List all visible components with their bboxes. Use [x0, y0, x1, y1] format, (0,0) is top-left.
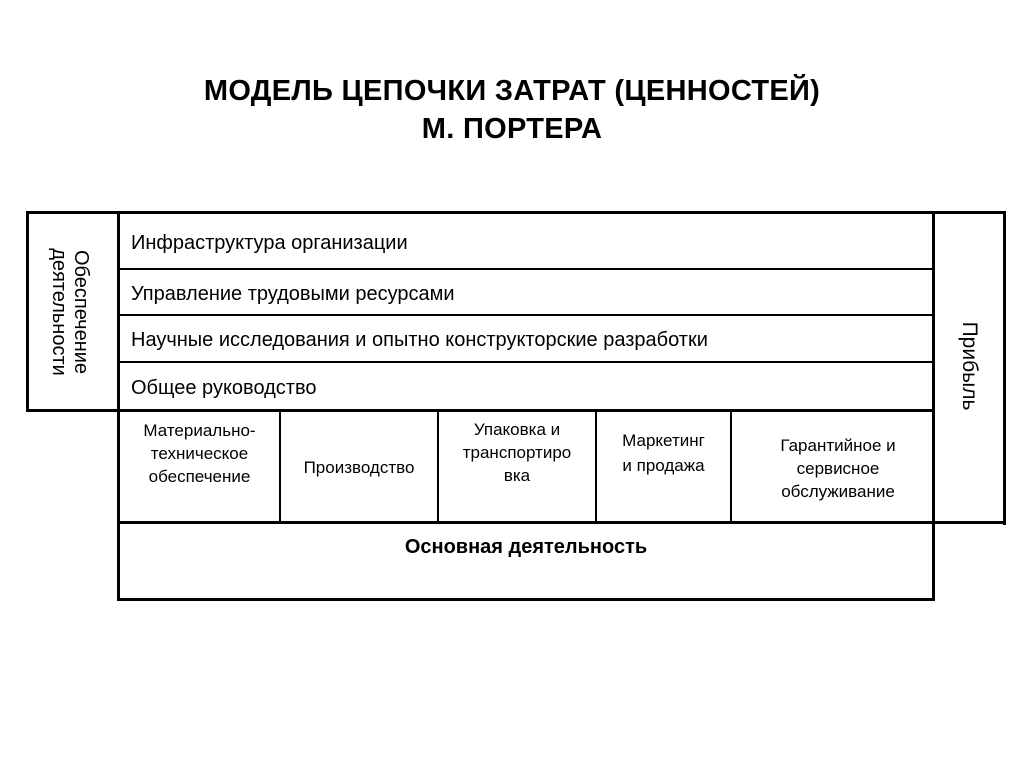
support-row-management: Общее руководство	[131, 377, 317, 399]
primary-packaging: Упаковка и транспортиро вка	[462, 420, 572, 485]
primary-activities-label: Основная деятельность	[404, 536, 648, 558]
support-row-separator-1	[117, 268, 935, 270]
support-primary-separator	[117, 409, 935, 412]
frame-left-line	[26, 211, 29, 412]
support-activities-label: Обеспечение деятельности	[48, 248, 92, 376]
support-row-rnd: Научные исследования и опытно конструкторские разработки	[131, 329, 708, 351]
profit-label: Прибыль	[958, 321, 981, 411]
frame-bottom-line	[117, 598, 935, 601]
title-line-1: МОДЕЛЬ ЦЕПОЧКИ ЗАТРАТ (ЦЕННОСТЕЙ)	[203, 75, 821, 107]
frame-right-line	[1003, 211, 1006, 525]
primary-row-bottom-line	[117, 521, 935, 524]
primary-marketing: Маркетинг и продажа	[622, 431, 705, 475]
support-row-separator-2	[117, 314, 935, 316]
support-row-separator-3	[117, 361, 935, 363]
primary-divider-4	[730, 409, 732, 523]
primary-service: Гарантийное и сервисное обслуживание	[780, 436, 896, 501]
frame-top-line	[26, 211, 1006, 214]
profit-bottom-line	[932, 521, 1006, 524]
title-line-2: М. ПОРТЕРА	[421, 113, 603, 145]
support-row-hr: Управление трудовыми ресурсами	[131, 283, 455, 305]
support-row-infrastructure: Инфраструктура организации	[131, 232, 408, 254]
primary-production: Производство	[303, 458, 415, 477]
primary-logistics: Материально- техническое обеспечение	[143, 421, 256, 486]
